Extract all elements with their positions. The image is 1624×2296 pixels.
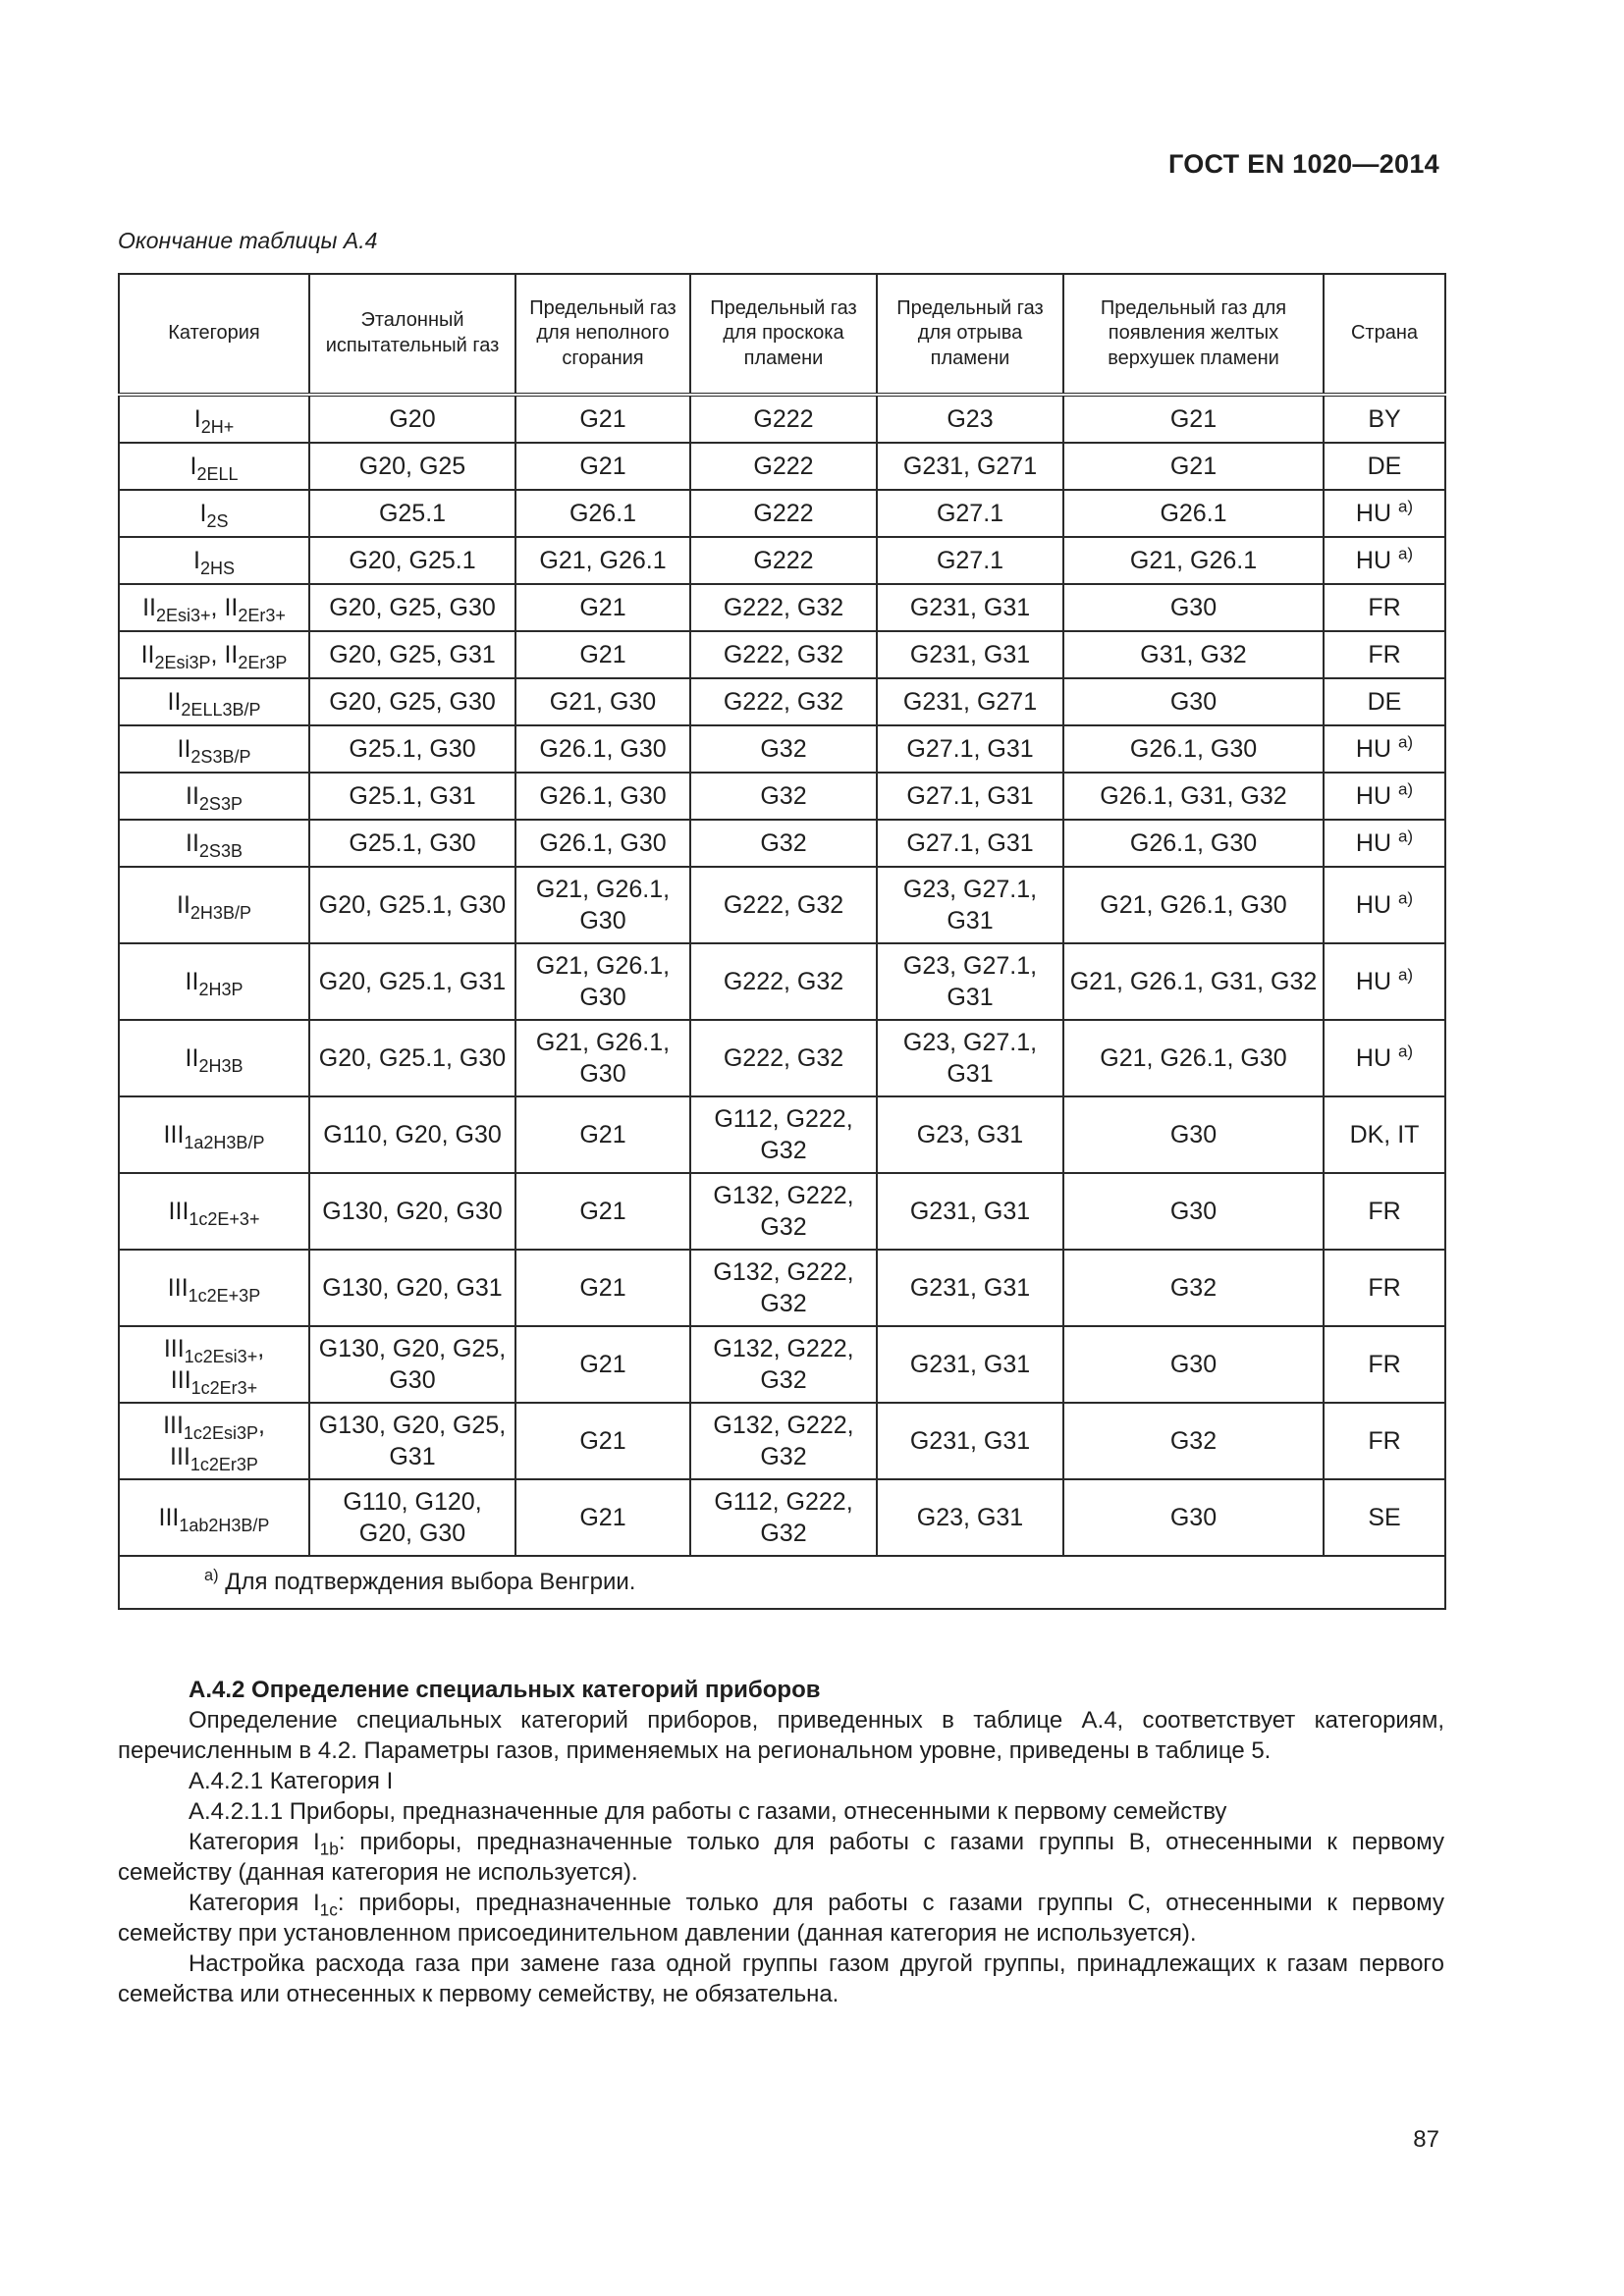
table-row <box>119 395 1445 443</box>
incomplete-combustion-gas-cell: G21 <box>515 584 690 631</box>
light-back-gas-cell: G222, G32 <box>690 1020 877 1096</box>
paragraph: А.4.2.1 Категория I <box>189 1768 394 1794</box>
category-symbol: II <box>224 641 239 668</box>
yellow-tip-gas-cell: G21, G26.1, G31, G32 <box>1063 943 1324 1020</box>
category-symbol: I <box>312 1890 320 1916</box>
reference-gas-cell: G110, G20, G30 <box>309 1096 515 1173</box>
lift-off-gas-cell: G23, G31 <box>877 1096 1063 1173</box>
incomplete-combustion-gas-cell: G26.1, G30 <box>515 820 690 867</box>
reference-gas-cell: G25.1 <box>309 490 515 537</box>
country-cell <box>1324 1403 1445 1479</box>
category-subscript: 2HS <box>199 558 235 578</box>
country-cell <box>1324 1096 1445 1173</box>
country-cell <box>1324 1250 1445 1326</box>
table-row <box>119 1020 1445 1096</box>
category-subscript: 2H3B <box>198 1055 244 1076</box>
category-symbol: II <box>140 641 155 668</box>
lift-off-gas-cell: G231, G31 <box>877 1250 1063 1326</box>
light-back-gas-cell: G112, G222, G32 <box>690 1479 877 1556</box>
country-cell <box>1324 443 1445 490</box>
country-code: DK, IT <box>1349 1121 1420 1148</box>
light-back-gas-cell: G132, G222, G32 <box>690 1403 877 1479</box>
reference-gas-cell: G25.1, G30 <box>309 725 515 773</box>
country-code: FR <box>1368 1351 1401 1378</box>
category-cell <box>119 820 309 867</box>
category-subscript: 2S3P <box>198 793 243 814</box>
incomplete-combustion-gas-cell: G21 <box>515 395 690 443</box>
country-cell <box>1324 584 1445 631</box>
category-cell: $II_{2Esi3P}$, $II_{2Er3P}$ <box>119 631 309 678</box>
country-cell <box>1324 867 1445 943</box>
yellow-tip-gas-cell: G30 <box>1063 584 1324 631</box>
country-cell <box>1324 1020 1445 1096</box>
light-back-gas-cell: G112, G222, G32 <box>690 1096 877 1173</box>
category-cell <box>119 1250 309 1326</box>
country-cell <box>1324 537 1445 584</box>
country-code: FR <box>1368 594 1401 621</box>
light-back-gas-cell: G222, G32 <box>690 678 877 725</box>
country-code: HU <box>1355 500 1392 527</box>
yellow-tip-gas-cell: G30 <box>1063 678 1324 725</box>
yellow-tip-gas-cell: G21, G26.1, G30 <box>1063 1020 1324 1096</box>
yellow-tip-gas-cell: G30 <box>1063 1479 1324 1556</box>
light-back-gas-cell: G132, G222, G32 <box>690 1173 877 1250</box>
reference-gas-cell: G20 <box>309 395 515 443</box>
page-number: 87 <box>1413 2126 1439 2153</box>
reference-gas-cell: G130, G20, G31 <box>309 1250 515 1326</box>
incomplete-combustion-gas-cell: G21 <box>515 1173 690 1250</box>
lift-off-gas-cell: G27.1, G31 <box>877 725 1063 773</box>
lift-off-gas-cell: G231, G31 <box>877 1326 1063 1403</box>
reference-gas-cell: G20, G25 <box>309 443 515 490</box>
country-code: HU <box>1355 891 1392 919</box>
yellow-tip-gas-cell: G26.1, G30 <box>1063 725 1324 773</box>
category-cell: $III_{1c2Esi3P}$, $III_{1c2Er3P}$ <box>119 1403 309 1479</box>
incomplete-combustion-gas-cell: G21, G30 <box>515 678 690 725</box>
category-cell <box>119 773 309 820</box>
category-subscript: 1c <box>319 1899 338 1920</box>
column-header: Страна <box>1324 274 1445 395</box>
country-cell <box>1324 820 1445 867</box>
column-header: Предельный газ для появления желтых верхушек пламени <box>1063 274 1324 395</box>
yellow-tip-gas-cell: G32 <box>1063 1403 1324 1479</box>
country-code: FR <box>1368 1198 1401 1225</box>
country-code: HU <box>1355 968 1392 995</box>
light-back-gas-cell: G222 <box>690 395 877 443</box>
category-subscript: 1c2E+3+ <box>189 1208 260 1229</box>
category-cell: $II_{2Esi3+}$, $II_{2Er3+}$ <box>119 584 309 631</box>
category-symbol: III <box>170 1443 190 1470</box>
lift-off-gas-cell: G231, G271 <box>877 678 1063 725</box>
lift-off-gas-cell: G23 <box>877 395 1063 443</box>
country-code: HU <box>1355 829 1392 857</box>
column-header: Предельный газ для неполного сгорания <box>515 274 690 395</box>
lift-off-gas-cell: G27.1, G31 <box>877 773 1063 820</box>
incomplete-combustion-gas-cell: G21 <box>515 631 690 678</box>
table-row <box>119 1403 1445 1479</box>
incomplete-combustion-gas-cell: G21, G26.1 <box>515 537 690 584</box>
category-subscript: 1c2Er3P <box>189 1454 258 1474</box>
light-back-gas-cell: G222, G32 <box>690 943 877 1020</box>
table-row <box>119 1326 1445 1403</box>
table-row <box>119 1250 1445 1326</box>
table-footnote-row <box>119 1556 1445 1609</box>
light-back-gas-cell: G32 <box>690 773 877 820</box>
incomplete-combustion-gas-cell: G21 <box>515 443 690 490</box>
paragraph-text: : приборы, предназначенные только для работы с газами группы С, отнесенными к первому семейству при установленном присоединительном давлении (данная категория не используется). <box>118 1890 1444 1947</box>
column-header: Категория <box>119 274 309 395</box>
column-header: Эталонный испытательный газ <box>309 274 515 395</box>
table-row <box>119 490 1445 537</box>
incomplete-combustion-gas-cell: G21, G26.1, G30 <box>515 1020 690 1096</box>
table-row <box>119 584 1445 631</box>
table-footnote <box>119 1556 1445 1609</box>
column-header: Предельный газ для проскока пламени <box>690 274 877 395</box>
section-title: А.4.2 Определение специальных категорий приборов <box>189 1677 821 1703</box>
category-cell <box>119 395 309 443</box>
incomplete-combustion-gas-cell: G26.1 <box>515 490 690 537</box>
yellow-tip-gas-cell: G26.1, G31, G32 <box>1063 773 1324 820</box>
category-cell <box>119 867 309 943</box>
country-cell <box>1324 1173 1445 1250</box>
country-code: HU <box>1355 735 1392 763</box>
category-cell <box>119 537 309 584</box>
country-cell <box>1324 1479 1445 1556</box>
category-subscript: 1ab2H3B/P <box>179 1515 270 1535</box>
category-subscript: 2Er3+ <box>238 605 286 625</box>
yellow-tip-gas-cell: G21 <box>1063 443 1324 490</box>
footnote-ref: а) <box>1397 779 1414 799</box>
lift-off-gas-cell: G27.1 <box>877 490 1063 537</box>
category-symbol: II <box>177 891 190 919</box>
reference-gas-cell: G20, G25, G30 <box>309 678 515 725</box>
country-code: FR <box>1368 641 1401 668</box>
yellow-tip-gas-cell: G21 <box>1063 395 1324 443</box>
category-symbol: I <box>313 1829 320 1855</box>
light-back-gas-cell: G32 <box>690 820 877 867</box>
reference-gas-cell: G20, G25.1, G31 <box>309 943 515 1020</box>
table-row <box>119 773 1445 820</box>
table-header-row <box>119 274 1445 395</box>
country-code: HU <box>1355 547 1392 574</box>
footnote-ref: а) <box>1397 544 1414 563</box>
category-subscript: 2H3B/P <box>189 902 251 923</box>
light-back-gas-cell: G222, G32 <box>690 867 877 943</box>
footnote-ref: а) <box>1397 497 1414 516</box>
category-subscript: 2ELL <box>196 463 239 484</box>
country-cell <box>1324 773 1445 820</box>
lift-off-gas-cell: G231, G31 <box>877 1173 1063 1250</box>
light-back-gas-cell: G222, G32 <box>690 631 877 678</box>
table-row <box>119 1173 1445 1250</box>
reference-gas-cell: G110, G120, G20, G30 <box>309 1479 515 1556</box>
yellow-tip-gas-cell: G26.1 <box>1063 490 1324 537</box>
footnote-ref: а) <box>1397 827 1414 846</box>
category-symbol: II <box>167 688 182 716</box>
category-symbol: II <box>185 1044 199 1072</box>
light-back-gas-cell: G222 <box>690 443 877 490</box>
light-back-gas-cell: G222 <box>690 537 877 584</box>
category-subscript: 1c2E+3P <box>188 1285 261 1306</box>
category-cell <box>119 490 309 537</box>
table-row <box>119 443 1445 490</box>
category-subscript: 2Esi3P <box>154 652 211 672</box>
category-cell <box>119 1096 309 1173</box>
yellow-tip-gas-cell: G32 <box>1063 1250 1324 1326</box>
table-body <box>119 395 1445 1556</box>
country-code: FR <box>1368 1427 1401 1455</box>
yellow-tip-gas-cell: G21, G26.1 <box>1063 537 1324 584</box>
light-back-gas-cell: G32 <box>690 725 877 773</box>
reference-gas-cell: G20, G25, G30 <box>309 584 515 631</box>
lift-off-gas-cell: G231, G31 <box>877 584 1063 631</box>
category-symbol: II <box>177 735 191 763</box>
category-symbol: III <box>163 1121 185 1148</box>
category-subscript: 1b <box>319 1839 339 1859</box>
category-cell <box>119 443 309 490</box>
reference-gas-cell: G25.1, G31 <box>309 773 515 820</box>
category-cell <box>119 1479 309 1556</box>
category-subscript: 2H+ <box>200 416 235 437</box>
yellow-tip-gas-cell: G30 <box>1063 1173 1324 1250</box>
category-symbol: II <box>224 594 239 621</box>
lift-off-gas-cell: G23, G31 <box>877 1479 1063 1556</box>
category-subscript: 2ELL3B/P <box>181 699 261 720</box>
column-header: Предельный газ для отрыва пламени <box>877 274 1063 395</box>
footnote-mark: а) <box>204 1566 219 1584</box>
category-cell: $III_{1c2Esi3+}$, $III_{1c2Er3+}$ <box>119 1326 309 1403</box>
paragraph: А.4.2.1.1 Приборы, предназначенные для работы с газами, отнесенными к первому семейству <box>189 1798 1227 1825</box>
country-code: SE <box>1368 1504 1401 1531</box>
category-subscript: 1c2Esi3+ <box>184 1346 258 1366</box>
yellow-tip-gas-cell: G30 <box>1063 1096 1324 1173</box>
yellow-tip-gas-cell: G21, G26.1, G30 <box>1063 867 1324 943</box>
category-cell <box>119 678 309 725</box>
yellow-tip-gas-cell: G30 <box>1063 1326 1324 1403</box>
reference-gas-cell: G20, G25.1, G30 <box>309 867 515 943</box>
category-subscript: 2S <box>206 510 229 531</box>
category-symbol: III <box>158 1504 180 1531</box>
category-subscript: 2S3B/P <box>190 746 251 767</box>
document-standard-id: ГОСТ EN 1020—2014 <box>1167 149 1439 179</box>
reference-gas-cell: G20, G25, G31 <box>309 631 515 678</box>
country-cell <box>1324 1326 1445 1403</box>
paragraph: Определение специальных категорий приборов, приведенных в таблице А.4, соответствует категориям, перечисленным в 4.2. Параметры газов, применяемых на региональном уровне, приведены в таблице 5. <box>118 1707 1444 1764</box>
incomplete-combustion-gas-cell: G21 <box>515 1096 690 1173</box>
incomplete-combustion-gas-cell: G26.1, G30 <box>515 773 690 820</box>
lift-off-gas-cell: G231, G271 <box>877 443 1063 490</box>
lift-off-gas-cell: G231, G31 <box>877 1403 1063 1479</box>
reference-gas-cell: G20, G25.1 <box>309 537 515 584</box>
category-subscript: 2Esi3+ <box>156 605 211 625</box>
category-subscript: 2Er3P <box>238 652 288 672</box>
table-row <box>119 820 1445 867</box>
light-back-gas-cell: G222, G32 <box>690 584 877 631</box>
lift-off-gas-cell: G23, G27.1, G31 <box>877 1020 1063 1096</box>
country-code: HU <box>1355 1044 1392 1072</box>
country-code: DE <box>1367 453 1402 480</box>
country-code: HU <box>1355 782 1392 810</box>
incomplete-combustion-gas-cell: G21, G26.1, G30 <box>515 867 690 943</box>
table-row <box>119 943 1445 1020</box>
category-symbol: III <box>167 1274 189 1302</box>
category-symbol: II <box>142 594 156 621</box>
country-code: BY <box>1368 405 1401 433</box>
category-cell <box>119 1020 309 1096</box>
lift-off-gas-cell: G27.1 <box>877 537 1063 584</box>
incomplete-combustion-gas-cell: G21 <box>515 1479 690 1556</box>
table-row <box>119 1096 1445 1173</box>
reference-gas-cell: G25.1, G30 <box>309 820 515 867</box>
category-symbol: I <box>193 547 200 574</box>
category-subscript: 2H3P <box>198 979 244 999</box>
paragraph <box>118 1827 1444 1888</box>
category-symbol: I <box>199 500 207 527</box>
category-symbol: II <box>186 782 199 810</box>
light-back-gas-cell: G222 <box>690 490 877 537</box>
category-cell <box>119 1173 309 1250</box>
incomplete-combustion-gas-cell: G21 <box>515 1250 690 1326</box>
country-cell <box>1324 678 1445 725</box>
incomplete-combustion-gas-cell: G21 <box>515 1403 690 1479</box>
paragraph <box>118 1888 1444 1949</box>
light-back-gas-cell: G132, G222, G32 <box>690 1250 877 1326</box>
table-row <box>119 725 1445 773</box>
category-cell <box>119 725 309 773</box>
footnote-ref: а) <box>1397 1041 1414 1061</box>
lift-off-gas-cell: G23, G27.1, G31 <box>877 943 1063 1020</box>
yellow-tip-gas-cell: G31, G32 <box>1063 631 1324 678</box>
category-symbol: II <box>186 829 199 857</box>
category-symbol: I <box>189 453 197 480</box>
category-symbol: III <box>168 1198 189 1225</box>
category-symbol: III <box>163 1335 185 1362</box>
incomplete-combustion-gas-cell: G26.1, G30 <box>515 725 690 773</box>
category-symbol: III <box>163 1412 184 1439</box>
category-cell <box>119 943 309 1020</box>
paragraph-text: : приборы, предназначенные только для работы с газами группы В, отнесенными к первому семейству (данная категория не используется). <box>118 1829 1444 1886</box>
category-symbol: II <box>185 968 199 995</box>
paragraph-text: Категория <box>189 1829 313 1855</box>
country-cell <box>1324 395 1445 443</box>
reference-gas-cell: G130, G20, G25, G31 <box>309 1403 515 1479</box>
category-subscript: 2S3B <box>198 840 243 861</box>
country-cell <box>1324 725 1445 773</box>
table-row <box>119 867 1445 943</box>
yellow-tip-gas-cell: G26.1, G30 <box>1063 820 1324 867</box>
footnote-ref: а) <box>1397 965 1414 985</box>
table-row <box>119 537 1445 584</box>
light-back-gas-cell: G132, G222, G32 <box>690 1326 877 1403</box>
reference-gas-cell: G130, G20, G30 <box>309 1173 515 1250</box>
gas-category-table <box>118 273 1446 1610</box>
country-cell <box>1324 490 1445 537</box>
reference-gas-cell: G130, G20, G25, G30 <box>309 1326 515 1403</box>
table-caption: Окончание таблицы А.4 <box>118 228 378 253</box>
table-row <box>119 678 1445 725</box>
country-cell <box>1324 631 1445 678</box>
country-code: DE <box>1367 688 1402 716</box>
table-row <box>119 1479 1445 1556</box>
category-subscript: 1a2H3B/P <box>184 1132 265 1152</box>
footnote-ref: а) <box>1397 888 1414 908</box>
footnote-ref: а) <box>1397 732 1414 752</box>
incomplete-combustion-gas-cell: G21 <box>515 1326 690 1403</box>
table-row <box>119 631 1445 678</box>
category-subscript: 1c2Er3+ <box>190 1377 258 1398</box>
category-symbol: III <box>170 1366 191 1394</box>
reference-gas-cell: G20, G25.1, G30 <box>309 1020 515 1096</box>
category-symbol: I <box>193 405 201 433</box>
footnote-text: Для подтверждения выбора Венгрии. <box>225 1568 636 1595</box>
section-body <box>118 1675 1444 2009</box>
paragraph-text: Категория <box>189 1890 313 1916</box>
incomplete-combustion-gas-cell: G21, G26.1, G30 <box>515 943 690 1020</box>
category-subscript: 1c2Esi3P <box>183 1422 258 1443</box>
country-cell <box>1324 943 1445 1020</box>
lift-off-gas-cell: G231, G31 <box>877 631 1063 678</box>
lift-off-gas-cell: G23, G27.1, G31 <box>877 867 1063 943</box>
paragraph: Настройка расхода газа при замене газа одной группы газом другой группы, принадлежащих к газам первого семейства или отнесенных к первому семейству, не обязательна. <box>118 1950 1444 2007</box>
country-code: FR <box>1368 1274 1401 1302</box>
lift-off-gas-cell: G27.1, G31 <box>877 820 1063 867</box>
